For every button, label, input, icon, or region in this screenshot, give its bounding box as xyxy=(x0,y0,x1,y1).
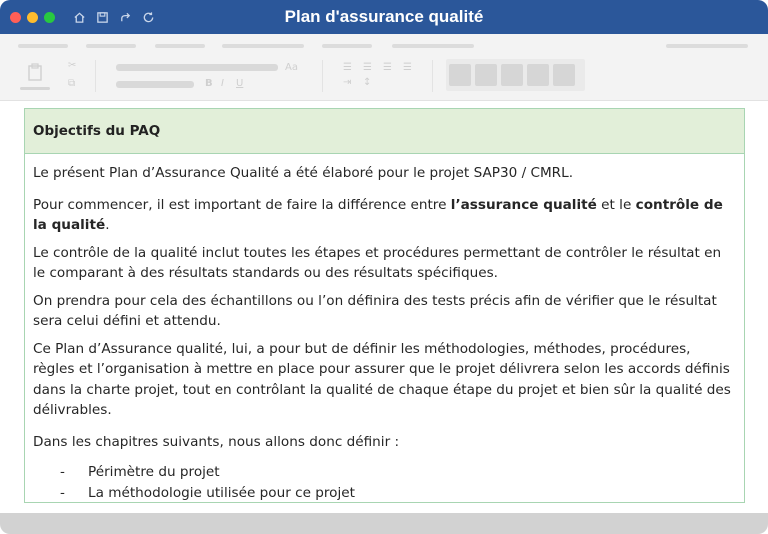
align-left-icon[interactable]: ☰ xyxy=(343,62,352,73)
save-icon[interactable] xyxy=(96,11,109,24)
ribbon-tab[interactable] xyxy=(322,44,372,48)
list-item xyxy=(33,483,736,504)
font-name-dropdown[interactable] xyxy=(116,64,278,71)
list-dash: - xyxy=(60,464,65,480)
bold-term: contrôle de la qualité xyxy=(33,196,723,233)
paste-icon[interactable] xyxy=(26,62,44,86)
ribbon xyxy=(0,34,768,101)
style-swatch[interactable] xyxy=(449,64,471,86)
justify-icon[interactable]: ☰ xyxy=(403,62,412,73)
list-dash: - xyxy=(60,484,65,501)
paragraph: Le présent Plan d’Assurance Qualité a été élaboré pour le projet SAP30 / CMRL. xyxy=(33,165,574,181)
paragraph: Le contrôle de la qualité inclut toutes les étapes et procédures permettant de contrôler le résultat en le comparant à des résultats standards ou des résultats spécifiques. xyxy=(33,244,722,281)
section-header: Objectifs du PAQ xyxy=(25,109,744,154)
home-icon[interactable] xyxy=(73,11,86,24)
list-item-text: La méthodologie utilisée pour ce projet xyxy=(88,484,355,501)
style-swatch[interactable] xyxy=(527,64,549,86)
text-run: et le xyxy=(596,196,636,213)
share-icon[interactable] xyxy=(119,11,132,24)
italic-button[interactable]: I xyxy=(221,78,224,89)
line-spacing-icon[interactable]: ↕ xyxy=(363,77,372,88)
styles-gallery xyxy=(446,59,585,91)
zoom-window-button[interactable] xyxy=(44,12,55,23)
text-run: Pour commencer, il est important de faire la différence entre xyxy=(33,196,451,213)
cut-icon[interactable]: ✂ xyxy=(68,60,77,71)
quick-access-toolbar xyxy=(73,11,155,24)
indent-icon[interactable]: ⇥ xyxy=(343,77,352,88)
window-title: Plan d'assurance qualité xyxy=(284,7,484,26)
refresh-icon[interactable] xyxy=(142,11,155,24)
ribbon-tab[interactable] xyxy=(155,44,205,48)
title-bar xyxy=(0,0,768,34)
font-size-glyph[interactable]: Aa xyxy=(285,62,298,73)
ribbon-tab[interactable] xyxy=(222,44,304,48)
style-swatch[interactable] xyxy=(475,64,497,86)
underline-button[interactable]: U xyxy=(236,78,244,89)
paq-objectives-section xyxy=(24,108,745,503)
bold-button[interactable]: B xyxy=(205,78,213,89)
ribbon-separator xyxy=(95,60,96,92)
style-swatch[interactable] xyxy=(553,64,575,86)
ribbon-tab[interactable] xyxy=(666,44,748,48)
copy-icon[interactable]: ⧉ xyxy=(68,78,76,89)
font-size-dropdown[interactable] xyxy=(116,81,194,88)
document-canvas[interactable] xyxy=(0,101,768,513)
list-item-text: Périmètre du projet xyxy=(88,464,220,480)
section-body[interactable] xyxy=(25,163,744,503)
bold-term: l’assurance qualité xyxy=(450,196,597,213)
status-bar xyxy=(0,513,768,534)
align-right-icon[interactable]: ☰ xyxy=(383,62,392,73)
window-controls xyxy=(10,12,55,23)
ribbon-separator xyxy=(322,60,323,92)
ribbon-tab[interactable] xyxy=(18,44,68,48)
paragraph xyxy=(33,195,736,236)
paragraph: On prendra pour cela des échantillons ou l’on définira des tests précis afin de vérifier que le résultat sera celui défini et attendu. xyxy=(33,292,717,329)
bullet-list xyxy=(33,462,736,503)
close-window-button[interactable] xyxy=(10,12,21,23)
align-center-icon[interactable]: ☰ xyxy=(363,62,372,73)
paragraph: Ce Plan d’Assurance qualité, lui, a pour but de définir les méthodologies, méthodes, procédures, règles et l’organisation à mettre en place pour assurer que le projet délivrera selon les accords définis dans la charte projet, tout en contrôlant la qualité de chaque étape du projet et bien sûr la qualité des délivrables. xyxy=(33,340,731,418)
paragraph: Dans les chapitres suivants, nous allons donc définir : xyxy=(33,433,400,450)
ribbon-tab[interactable] xyxy=(86,44,136,48)
style-swatch[interactable] xyxy=(501,64,523,86)
ribbon-tab[interactable] xyxy=(392,44,474,48)
minimize-window-button[interactable] xyxy=(27,12,38,23)
list-item xyxy=(33,462,736,483)
ribbon-separator xyxy=(432,60,433,92)
text-run: . xyxy=(105,217,110,233)
